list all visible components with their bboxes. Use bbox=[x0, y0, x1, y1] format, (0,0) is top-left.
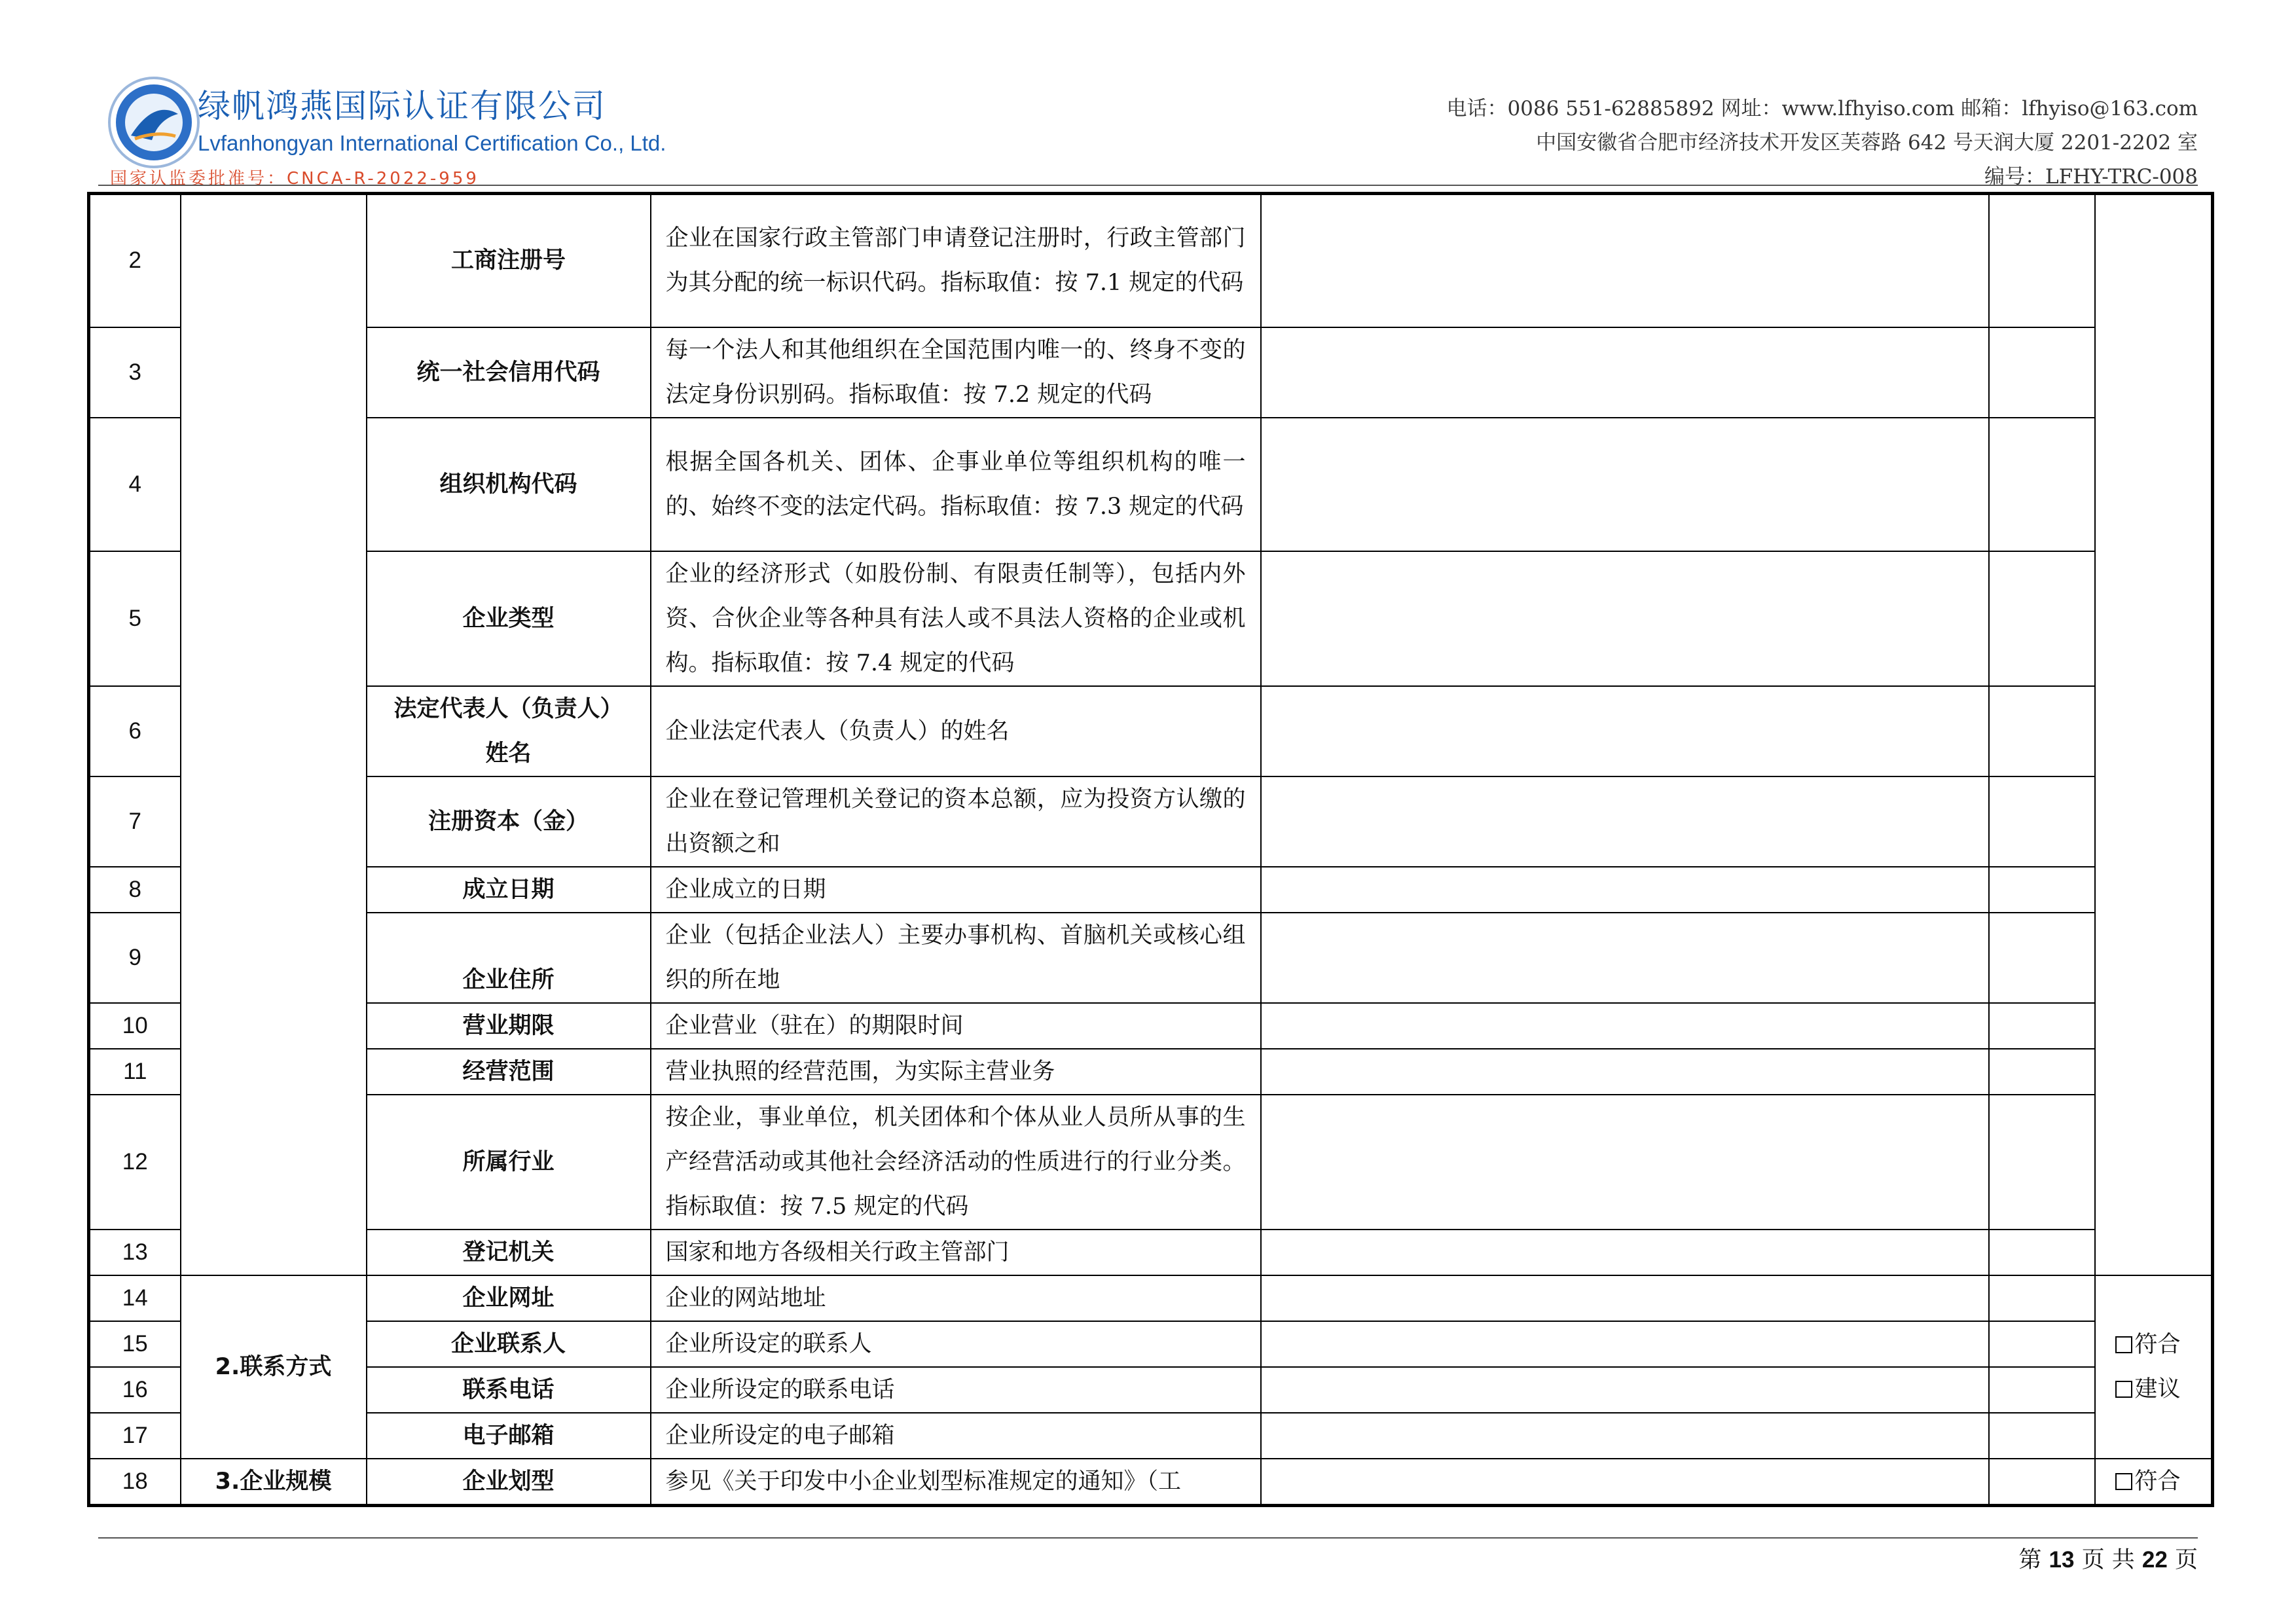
remark-cell[interactable] bbox=[1989, 913, 2095, 1003]
indicator-name: 成立日期 bbox=[367, 867, 651, 913]
row-number: 3 bbox=[89, 327, 181, 418]
total-pages: 22 bbox=[2141, 1547, 2168, 1573]
conform-option[interactable]: 符合 bbox=[2115, 1459, 2212, 1504]
company-logo bbox=[105, 73, 203, 172]
indicator-description: 按企业，事业单位，机关团体和个体从业人员所从事的生产经营活动或其他社会经济活动的性质进行的行业分类。指标取值：按 7.5 规定的代码 bbox=[651, 1095, 1261, 1230]
row-number: 17 bbox=[89, 1413, 181, 1459]
indicator-name: 经营范围 bbox=[367, 1049, 651, 1095]
category-contact: 2.联系方式 bbox=[181, 1275, 367, 1459]
result-cell bbox=[2095, 1459, 2213, 1506]
remark-cell[interactable] bbox=[1989, 194, 2095, 327]
indicator-description: 营业执照的经营范围，为实际主营业务 bbox=[651, 1049, 1261, 1095]
indicator-description: 企业所设定的电子邮箱 bbox=[651, 1413, 1261, 1459]
remark-cell[interactable] bbox=[1989, 418, 2095, 551]
indicator-name: 登记机关 bbox=[367, 1230, 651, 1275]
remark-cell[interactable] bbox=[1989, 776, 2095, 867]
contact-address: 中国安徽省合肥市经济技术开发区芙蓉路 642 号天润大厦 2201-2202 室 bbox=[1536, 131, 2198, 155]
row-number: 8 bbox=[89, 867, 181, 913]
table-row bbox=[89, 1230, 2213, 1275]
indicator-description: 企业成立的日期 bbox=[651, 867, 1261, 913]
approval-number: 国家认监委批准号：CNCA-R-2022-959 bbox=[110, 169, 479, 189]
table-row bbox=[89, 913, 2213, 1003]
evidence-cell[interactable] bbox=[1261, 1095, 1989, 1230]
indicator-description: 企业所设定的联系人 bbox=[651, 1321, 1261, 1367]
evidence-cell[interactable] bbox=[1261, 1049, 1989, 1095]
indicator-name: 所属行业 bbox=[367, 1095, 651, 1230]
row-number: 5 bbox=[89, 551, 181, 686]
table-row bbox=[89, 1275, 2213, 1321]
evidence-cell[interactable] bbox=[1261, 1003, 1989, 1049]
indicator-name: 企业划型 bbox=[367, 1459, 651, 1506]
company-name-en: Lvfanhongyan International Certification Co., Ltd. bbox=[198, 131, 666, 155]
indicator-description: 企业的网站地址 bbox=[651, 1275, 1261, 1321]
table-row bbox=[89, 1321, 2213, 1367]
evidence-cell[interactable] bbox=[1261, 1367, 1989, 1413]
indicator-name: 企业网址 bbox=[367, 1275, 651, 1321]
table-row bbox=[89, 551, 2213, 686]
document-code: 编号：LFHY-TRC-008 bbox=[1984, 165, 2198, 189]
table-row bbox=[89, 1413, 2213, 1459]
remark-cell[interactable] bbox=[1989, 1321, 2095, 1367]
evidence-cell[interactable] bbox=[1261, 1413, 1989, 1459]
table-row bbox=[89, 327, 2213, 418]
remark-cell[interactable] bbox=[1989, 1095, 2095, 1230]
row-number: 12 bbox=[89, 1095, 181, 1230]
remark-cell[interactable] bbox=[1989, 867, 2095, 913]
checkbox-icon[interactable] bbox=[2115, 1473, 2132, 1490]
row-number: 7 bbox=[89, 776, 181, 867]
indicator-description: 企业所设定的联系电话 bbox=[651, 1367, 1261, 1413]
indicator-name: 电子邮箱 bbox=[367, 1413, 651, 1459]
conform-option[interactable]: 符合 bbox=[2115, 1322, 2212, 1367]
table-row bbox=[89, 1095, 2213, 1230]
remark-cell[interactable] bbox=[1989, 1003, 2095, 1049]
header-divider bbox=[98, 185, 2198, 186]
contact-block bbox=[1446, 92, 2198, 194]
table-row bbox=[89, 418, 2213, 551]
row-number: 15 bbox=[89, 1321, 181, 1367]
row-number: 16 bbox=[89, 1367, 181, 1413]
table-row bbox=[89, 194, 2213, 327]
remark-cell[interactable] bbox=[1989, 1413, 2095, 1459]
evidence-cell[interactable] bbox=[1261, 1275, 1989, 1321]
indicator-name: 企业住所 bbox=[367, 913, 651, 1003]
remark-cell[interactable] bbox=[1989, 1459, 2095, 1506]
table-row bbox=[89, 867, 2213, 913]
evidence-cell[interactable] bbox=[1261, 776, 1989, 867]
contact-phone-web-email: 电话：0086 551-62885892 网址：www.lfhyiso.com 邮箱：lfhyiso@163.com bbox=[1446, 97, 2198, 120]
remark-cell[interactable] bbox=[1989, 1230, 2095, 1275]
evidence-cell[interactable] bbox=[1261, 194, 1989, 327]
table-row bbox=[89, 1459, 2213, 1506]
indicator-name: 工商注册号 bbox=[367, 194, 651, 327]
evidence-cell[interactable] bbox=[1261, 913, 1989, 1003]
indicator-description: 企业在登记管理机关登记的资本总额，应为投资方认缴的出资额之和 bbox=[651, 776, 1261, 867]
row-number: 13 bbox=[89, 1230, 181, 1275]
remark-cell[interactable] bbox=[1989, 1049, 2095, 1095]
indicator-name: 组织机构代码 bbox=[367, 418, 651, 551]
remark-cell[interactable] bbox=[1989, 551, 2095, 686]
table-row bbox=[89, 1367, 2213, 1413]
indicator-name: 联系电话 bbox=[367, 1367, 651, 1413]
result-cell bbox=[2095, 1275, 2213, 1459]
indicator-description: 企业法定代表人（负责人）的姓名 bbox=[651, 686, 1261, 776]
row-number: 10 bbox=[89, 1003, 181, 1049]
company-name-cn: 绿帆鸿燕国际认证有限公司 bbox=[198, 87, 606, 125]
indicator-name: 营业期限 bbox=[367, 1003, 651, 1049]
remark-cell[interactable] bbox=[1989, 327, 2095, 418]
row-number: 4 bbox=[89, 418, 181, 551]
indicator-description: 企业的经济形式（如股份制、有限责任制等），包括内外资、合伙企业等各种具有法人或不具法人资格的企业或机构。指标取值：按 7.4 规定的代码 bbox=[651, 551, 1261, 686]
evidence-cell[interactable] bbox=[1261, 867, 1989, 913]
row-number: 11 bbox=[89, 1049, 181, 1095]
indicator-name: 统一社会信用代码 bbox=[367, 327, 651, 418]
evidence-cell[interactable] bbox=[1261, 1321, 1989, 1367]
evidence-cell[interactable] bbox=[1261, 686, 1989, 776]
indicator-description: 参见《关于印发中小企业划型标准规定的通知》（工 bbox=[651, 1459, 1261, 1506]
evidence-cell[interactable] bbox=[1261, 1230, 1989, 1275]
row-number: 6 bbox=[89, 686, 181, 776]
indicator-description: 每一个法人和其他组织在全国范围内唯一的、终身不变的法定身份识别码。指标取值：按 7.2 规定的代码 bbox=[651, 327, 1261, 418]
indicator-description: 企业在国家行政主管部门申请登记注册时，行政主管部门为其分配的统一标识代码。指标取值：按 7.1 规定的代码 bbox=[651, 194, 1261, 327]
row-number: 9 bbox=[89, 913, 181, 1003]
checkbox-icon[interactable] bbox=[2115, 1336, 2132, 1353]
indicator-description: 企业营业（驻在）的期限时间 bbox=[651, 1003, 1261, 1049]
table-row bbox=[89, 1049, 2213, 1095]
remark-cell[interactable] bbox=[1989, 1275, 2095, 1321]
page-number: 第 13 页 共 22 页 bbox=[2018, 1547, 2198, 1573]
table-row bbox=[89, 776, 2213, 867]
row-number: 18 bbox=[89, 1459, 181, 1506]
indicator-description: 根据全国各机关、团体、企事业单位等组织机构的唯一的、始终不变的法定代码。指标取值：按 7.3 规定的代码 bbox=[651, 418, 1261, 551]
table-row bbox=[89, 686, 2213, 776]
indicator-name: 企业联系人 bbox=[367, 1321, 651, 1367]
row-number: 2 bbox=[89, 194, 181, 327]
indicator-name: 企业类型 bbox=[367, 551, 651, 686]
indicator-description: 企业（包括企业法人）主要办事机构、首脑机关或核心组织的所在地 bbox=[651, 913, 1261, 1003]
current-page: 13 bbox=[2049, 1547, 2075, 1573]
indicator-name: 法定代表人（负责人）姓名 bbox=[367, 686, 651, 776]
table-row bbox=[89, 1003, 2213, 1049]
evidence-cell[interactable] bbox=[1261, 551, 1989, 686]
indicator-table bbox=[87, 192, 2214, 1507]
checkbox-icon[interactable] bbox=[2115, 1381, 2132, 1398]
result-cell[interactable] bbox=[2095, 194, 2213, 1275]
indicator-description: 国家和地方各级相关行政主管部门 bbox=[651, 1230, 1261, 1275]
footer-divider bbox=[98, 1537, 2198, 1539]
remark-cell[interactable] bbox=[1989, 1367, 2095, 1413]
category-scale: 3.企业规模 bbox=[181, 1459, 367, 1506]
evidence-cell[interactable] bbox=[1261, 1459, 1989, 1506]
category-cell bbox=[181, 194, 367, 1275]
suggest-option[interactable]: 建议 bbox=[2115, 1367, 2212, 1412]
remark-cell[interactable] bbox=[1989, 686, 2095, 776]
evidence-cell[interactable] bbox=[1261, 327, 1989, 418]
indicator-name: 注册资本（金） bbox=[367, 776, 651, 867]
row-number: 14 bbox=[89, 1275, 181, 1321]
evidence-cell[interactable] bbox=[1261, 418, 1989, 551]
